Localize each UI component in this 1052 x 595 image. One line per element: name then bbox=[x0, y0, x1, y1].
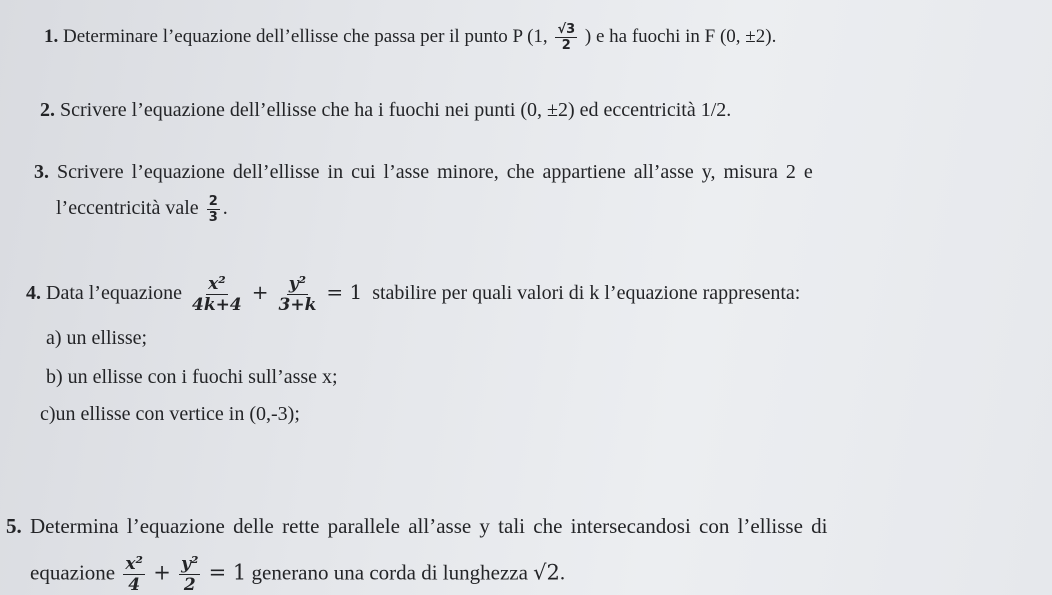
question-5-text-c: generano una corda di lunghezza bbox=[251, 560, 528, 585]
question-4-option-a: a) un ellisse; bbox=[46, 327, 148, 349]
fraction-denominator: 4k+4 bbox=[192, 295, 242, 315]
fraction-numerator: √3 bbox=[557, 22, 576, 37]
question-4-fraction-x bbox=[190, 274, 244, 315]
question-4-text-b: stabilire per quali valori di k l’equazione rappresenta: bbox=[372, 282, 801, 305]
fraction-denominator: 2 bbox=[561, 38, 571, 53]
question-3-text-b: l’eccentricità vale bbox=[56, 197, 199, 220]
question-4-text-a: Data l’equazione bbox=[46, 282, 183, 305]
fraction-numerator: x² bbox=[208, 274, 226, 294]
question-5-text-a: Determina l’equazione delle rette parallele all’asse y tali che intersecandosi con l’ellisse di bbox=[30, 514, 828, 538]
question-1-text-b: ) e ha fuochi in F (0, ±2). bbox=[584, 25, 777, 47]
question-3-line-2 bbox=[56, 194, 228, 225]
question-2-number: 2. bbox=[40, 99, 55, 121]
question-5-line-1 bbox=[6, 514, 828, 538]
question-4-option-c: c)un ellisse con vertice in (0,-3); bbox=[40, 403, 300, 425]
fraction-denominator: 4 bbox=[128, 575, 141, 595]
question-1-text-a: Determinare l’equazione dell’ellisse che passa per il punto P (1, bbox=[63, 25, 548, 47]
question-5-line-2 bbox=[30, 554, 565, 595]
question-2-text: Scrivere l’equazione dell’ellisse che ha i fuochi nei punti (0, ±2) ed eccentricità 1/2. bbox=[60, 99, 732, 121]
question-5-end: . bbox=[559, 560, 566, 585]
question-1-fraction bbox=[555, 22, 577, 53]
question-4 bbox=[26, 274, 800, 315]
question-3-fraction bbox=[207, 194, 220, 225]
question-2 bbox=[40, 98, 731, 122]
fraction-denominator: 3+k bbox=[278, 295, 317, 315]
question-4-option-b: b) un ellisse con i fuochi sull’asse x; bbox=[46, 366, 338, 388]
plus-sign: + bbox=[251, 280, 269, 305]
question-1-number: 1. bbox=[44, 25, 59, 47]
fraction-numerator: x² bbox=[125, 554, 143, 574]
question-4-number: 4. bbox=[26, 282, 41, 305]
question-5-number: 5. bbox=[6, 514, 22, 538]
question-5-fraction-x bbox=[123, 554, 145, 595]
question-5-fraction-y bbox=[179, 554, 200, 595]
fraction-numerator: y² bbox=[288, 274, 307, 294]
fraction-numerator: 2 bbox=[208, 194, 218, 209]
question-1 bbox=[44, 22, 776, 53]
question-4-fraction-y bbox=[277, 274, 319, 315]
question-3-text-a: Scrivere l’equazione dell’ellisse in cui l’asse minore, che appartiene all’asse y, misura 2 e bbox=[57, 161, 813, 183]
fraction-denominator: 3 bbox=[208, 210, 218, 225]
fraction-numerator: y² bbox=[181, 554, 199, 574]
sqrt-two: √2 bbox=[533, 560, 560, 585]
fraction-denominator: 2 bbox=[183, 575, 196, 595]
question-3-end: . bbox=[222, 197, 228, 220]
question-3-number: 3. bbox=[34, 161, 49, 183]
question-3-line-1 bbox=[34, 160, 813, 184]
equals-one: = 1 bbox=[208, 560, 247, 585]
equals-one: = 1 bbox=[326, 280, 363, 305]
plus-sign: + bbox=[153, 560, 171, 585]
question-5-text-b: equazione bbox=[30, 560, 116, 585]
